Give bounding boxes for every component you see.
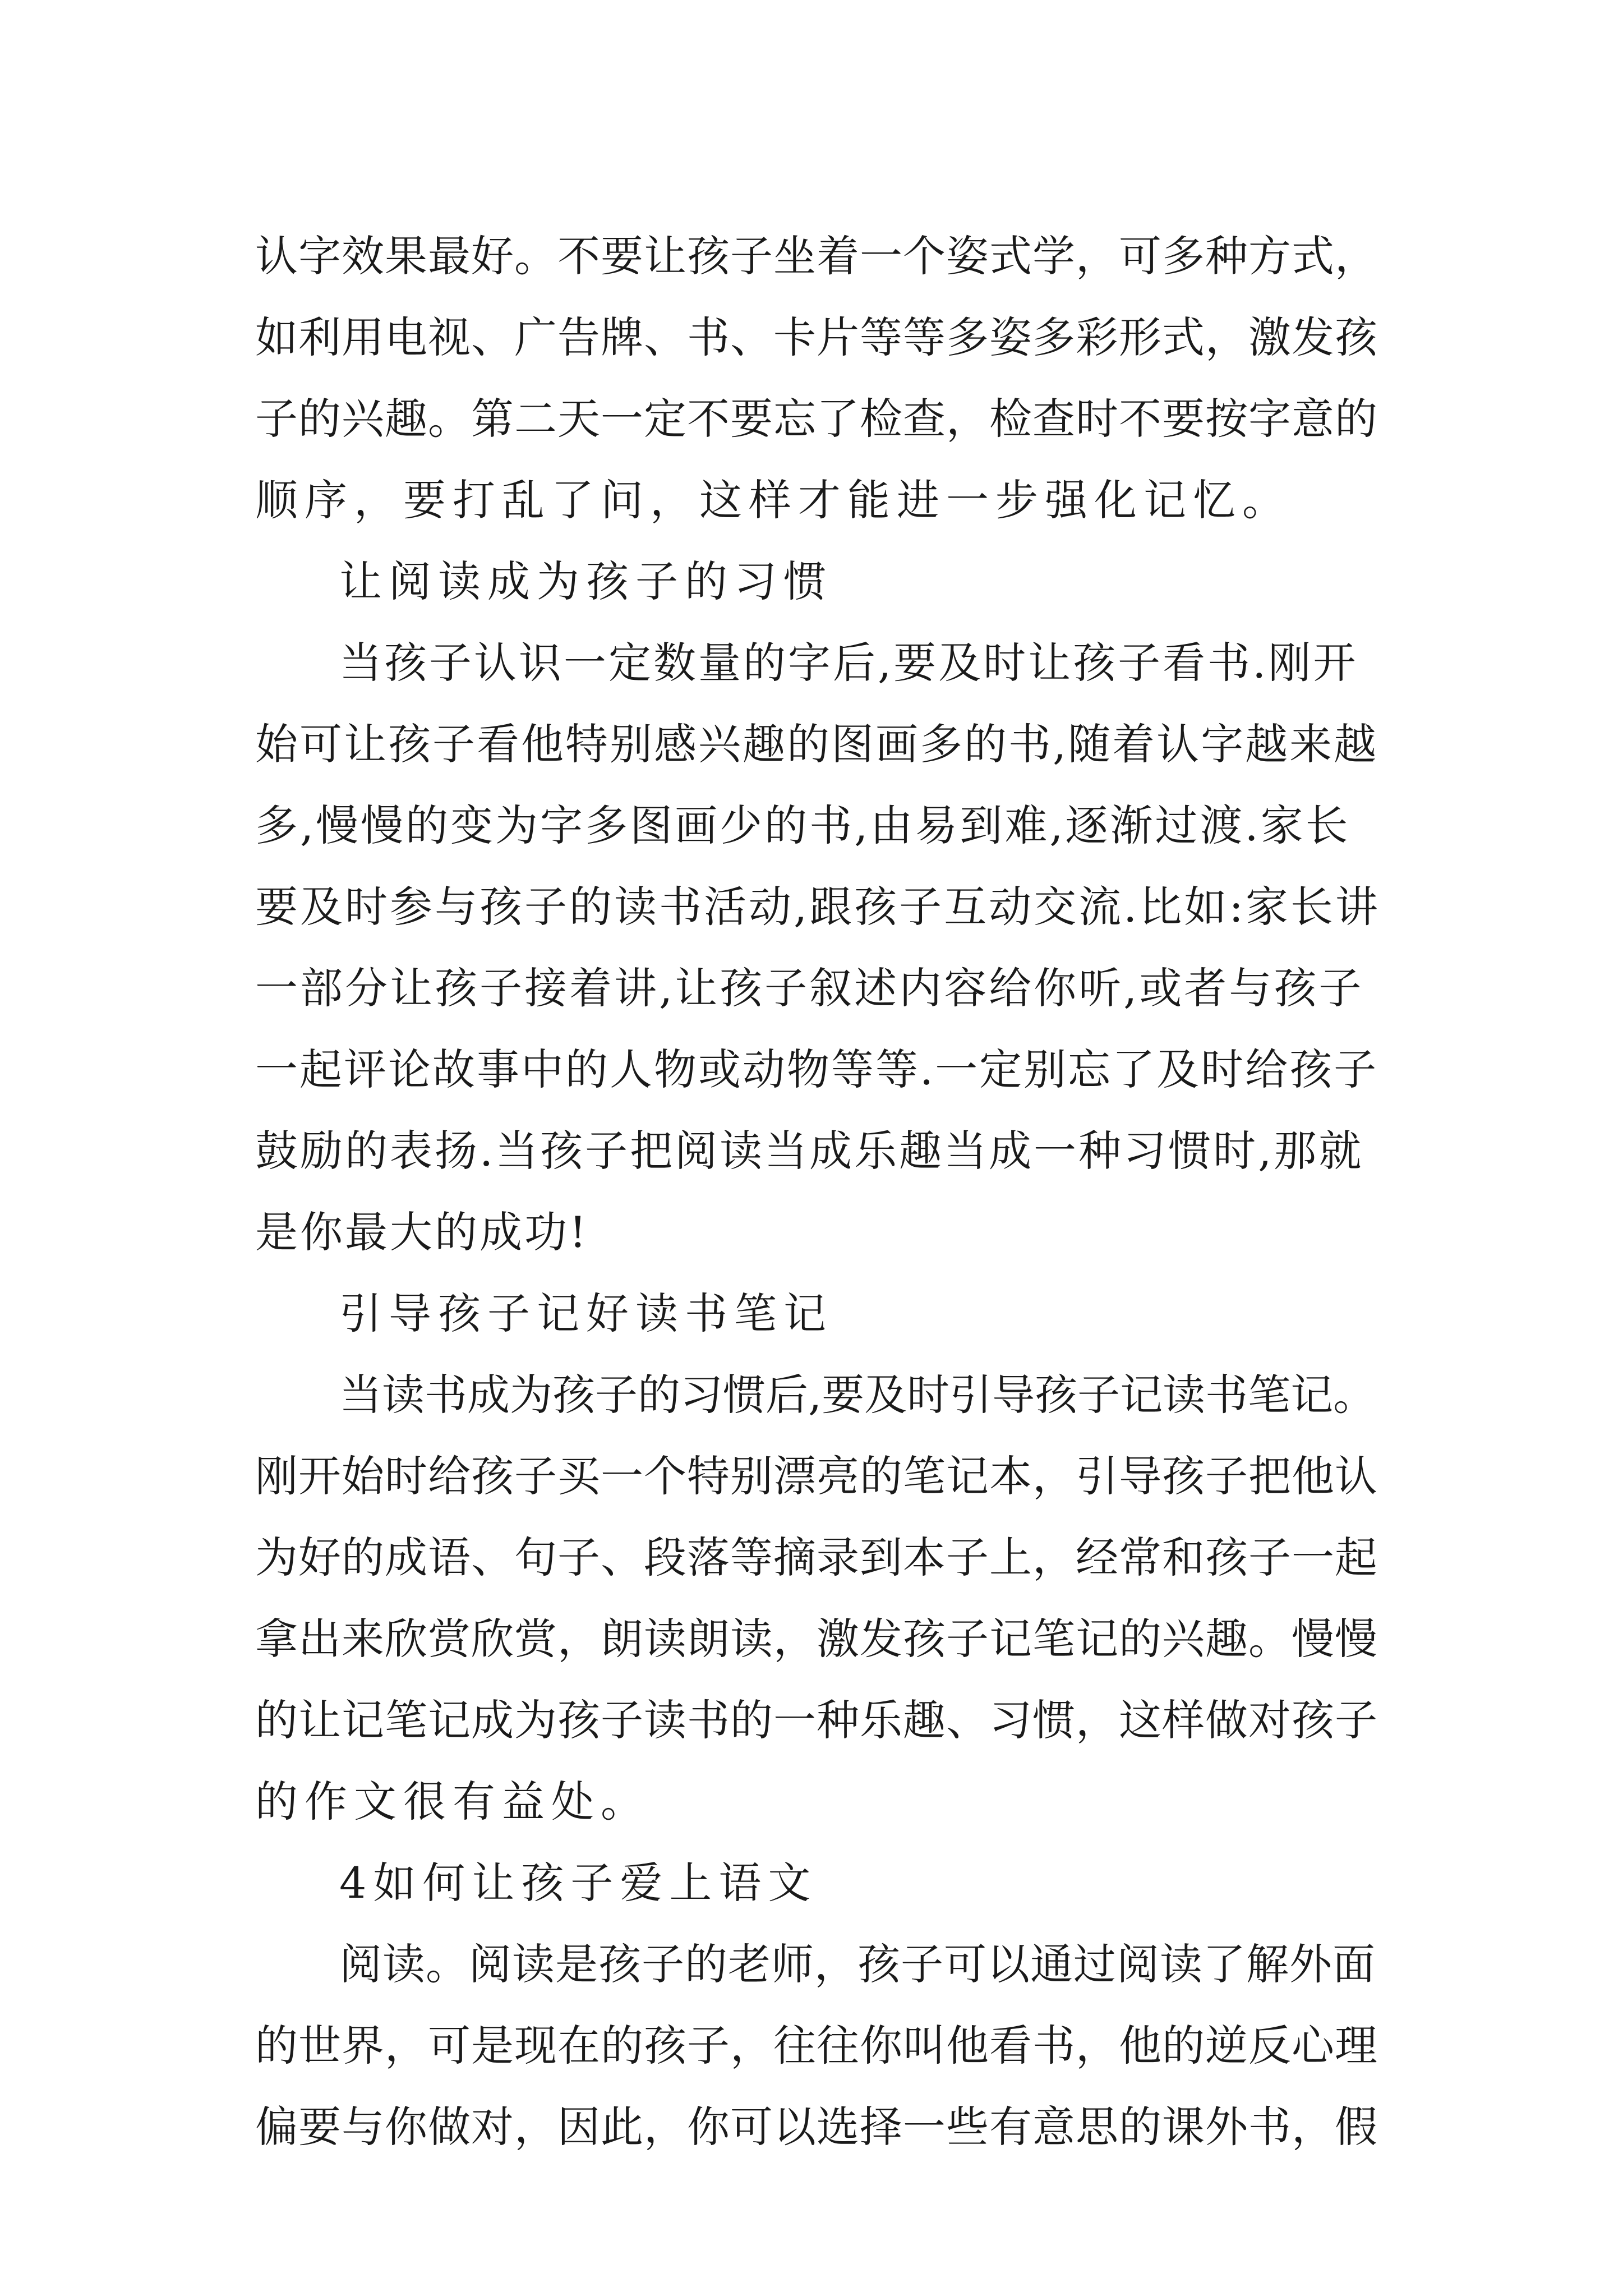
section-heading: 引导孩子记好读书笔记	[339, 1289, 833, 1338]
text-line: 为好的成语、句子、段落等摘录到本子上，经常和孩子一起	[255, 1533, 1378, 1582]
text-line: 拿出来欣赏欣赏，朗读朗读，激发孩子记笔记的兴趣。慢慢	[255, 1614, 1378, 1664]
text-line: 的让记笔记成为孩子读书的一种乐趣、习惯，这样做对孩子	[255, 1695, 1378, 1745]
text-line: 始可让孩子看他特别感兴趣的图画多的书,随着认字越来越	[255, 719, 1378, 769]
section-heading: 让阅读成为孩子的习惯	[339, 556, 833, 606]
text-line: 是你最大的成功!	[255, 1207, 589, 1257]
text-line: 要及时参与孩子的读书活动,跟孩子互动交流.比如:家长讲	[255, 882, 1380, 932]
text-line: 认字效果最好。不要让孩子坐着一个姿式学，可多种方式，	[255, 231, 1378, 281]
text-line: 顺序，要打乱了问，这样才能进一步强化记忆。	[255, 475, 1292, 525]
text-line: 一起评论故事中的人物或动物等等.一定别忘了及时给孩子	[255, 1045, 1378, 1094]
text-line: 一部分让孩子接着讲,让孩子叙述内容给你听,或者与孩子	[255, 963, 1364, 1013]
text-line: 的世界，可是现在的孩子，往往你叫他看书，他的逆反心理	[255, 2021, 1378, 2070]
text-line: 偏要与你做对，因此，你可以选择一些有意思的课外书，假	[255, 2102, 1378, 2152]
text-line: 多,慢慢的变为字多图画少的书,由易到难,逐渐过渡.家长	[255, 800, 1350, 850]
text-line: 的作文很有益处。	[255, 1777, 650, 1826]
text-line: 鼓励的表扬.当孩子把阅读当成乐趣当成一种习惯时,那就	[255, 1126, 1364, 1176]
text-line: 子的兴趣。第二天一定不要忘了检查，检查时不要按字意的	[255, 394, 1378, 444]
text-line: 当读书成为孩子的习惯后,要及时引导孩子记读书笔记。	[339, 1370, 1376, 1420]
text-line: 刚开始时给孩子买一个特别漂亮的笔记本，引导孩子把他认	[255, 1451, 1378, 1501]
text-line: 当孩子认识一定数量的字后,要及时让孩子看书.刚开	[339, 638, 1358, 688]
section-heading: 4如何让孩子爱上语文	[339, 1858, 818, 1908]
text-line: 如利用电视、广告牌、书、卡片等等多姿多彩形式，激发孩	[255, 312, 1378, 362]
text-line: 阅读。阅读是孩子的老师，孩子可以通过阅读了解外面	[339, 1939, 1376, 1989]
